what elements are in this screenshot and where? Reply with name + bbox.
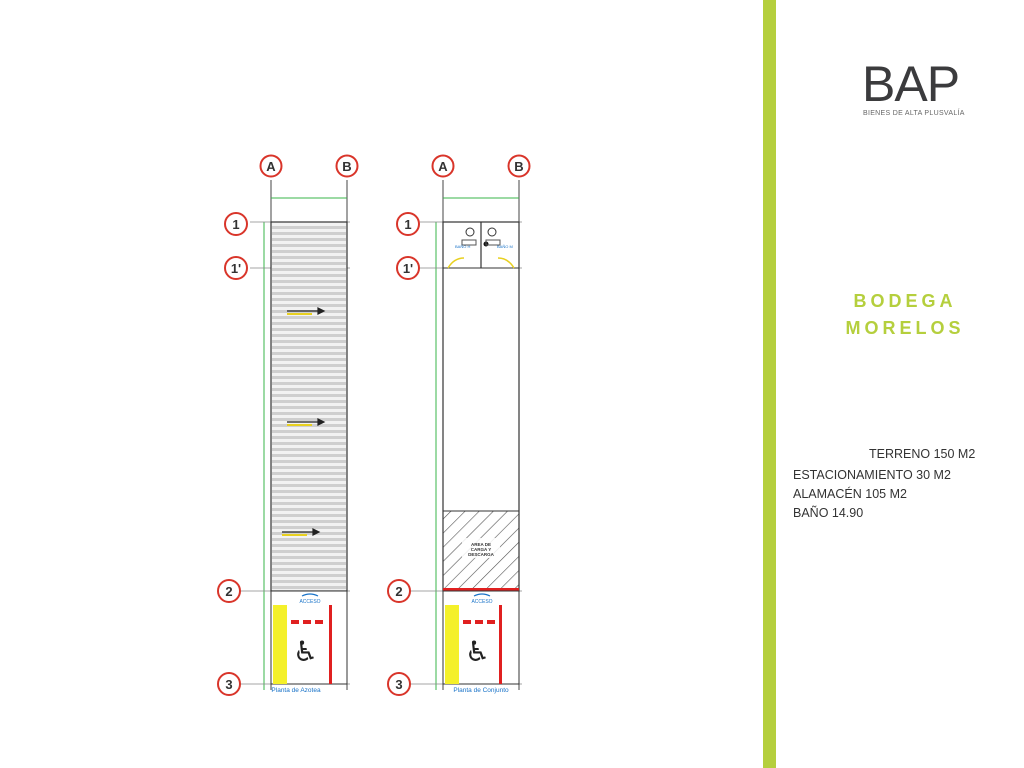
logo-tagline: BIENES DE ALTA PLUSVALÍA [863,110,965,117]
roof-stripe [272,316,346,319]
axis-marker-1-prime [397,257,419,279]
roof-stripe [272,442,346,445]
svg-text:B: B [514,159,524,174]
axis-marker-2 [218,580,240,602]
roof-stripe [272,304,346,307]
roof-stripe [272,412,346,415]
roof-stripe [272,394,346,397]
red-parking-line [499,605,502,684]
accent-divider-bar [763,0,776,768]
roof-stripe [272,286,346,289]
roof-stripe [272,268,346,271]
roof-stripe [272,436,346,439]
logo-wordmark: BAP [862,56,960,112]
plan-caption-site: Planta de Conjunto [453,687,509,694]
bathroom-label-men: BAÑO H [455,244,471,249]
roof-stripe [272,550,346,553]
roof-stripe [272,448,346,451]
roof-plan [240,180,350,694]
roof-stripe [272,484,346,487]
roof-stripe [272,370,346,373]
roof-stripe [272,358,346,361]
roof-stripe [272,586,346,589]
roof-stripe [272,388,346,391]
roof-stripe [272,526,346,529]
svg-text:3: 3 [395,677,403,692]
roof-stripe [272,568,346,571]
svg-text:3: 3 [225,677,233,692]
roof-stripe [272,490,346,493]
roof-stripe [272,556,346,559]
axis-marker-3 [218,673,240,695]
roof-stripe [272,250,346,253]
roof-stripe [272,400,346,403]
roof-stripe [272,280,346,283]
svg-text:2: 2 [225,584,233,599]
svg-text:A: A [438,159,448,174]
roof-stripe [272,520,346,523]
axis-marker-b [337,156,358,177]
roof-stripe [272,454,346,457]
roof-stripe [272,334,346,337]
roof-stripe [272,430,346,433]
roof-stripe [272,496,346,499]
spec-bano: BAÑO 14.90 [793,506,864,520]
roof-stripe [272,328,346,331]
title-line-1: BODEGA [853,291,957,311]
spec-almacen: ALAMACÉN 105 M2 [793,487,907,501]
property-title [830,288,980,342]
roof-stripe [272,508,346,511]
svg-text:2: 2 [395,584,403,599]
yellow-parking-strip [445,605,459,684]
roof-stripe [272,466,346,469]
axis-marker-2 [388,580,410,602]
roof-stripe [272,346,346,349]
axis-marker-a [261,156,282,177]
roof-stripe [272,514,346,517]
roof-stripe [272,418,346,421]
bap-logo [862,58,982,122]
wheelchair-icon: ♿ [293,635,319,668]
roof-stripe [272,352,346,355]
roof-stripe [272,340,346,343]
spec-estacionamiento: ESTACIONAMIENTO 30 M2 [793,468,951,482]
axis-marker-1 [225,213,247,235]
roof-stripe [272,406,346,409]
loading-area-label: AREA DE CARGA Y DESCARGA [468,542,494,557]
yellow-parking-strip [273,605,287,684]
svg-text:1: 1 [404,217,412,232]
roof-stripe [272,238,346,241]
roof-stripe [272,226,346,229]
svg-text:1: 1 [232,217,240,232]
roof-stripe [272,298,346,301]
svg-text:A: A [266,159,276,174]
roof-stripe [272,256,346,259]
svg-text:1': 1' [402,261,414,276]
roof-stripe [272,562,346,565]
roof-stripe [272,274,346,277]
plan-caption-roof: Planta de Azotea [271,687,321,694]
roof-stripe [272,502,346,505]
title-line-2: MORELOS [845,318,965,338]
svg-text:1': 1' [230,261,242,276]
roof-stripe [272,292,346,295]
axis-marker-b [509,156,530,177]
roof-stripe [272,322,346,325]
site-plan [410,180,522,694]
bathroom-label-women: BAÑO M [497,244,513,249]
axis-marker-3 [388,673,410,695]
axis-marker-a [433,156,454,177]
access-label: ACCESO [471,599,493,605]
svg-text:B: B [342,159,352,174]
axis-marker-1-prime [225,257,247,279]
roof-stripe [272,544,346,547]
roof-stripe [272,376,346,379]
roof-stripe [272,580,346,583]
roof-stripe [272,460,346,463]
spec-terreno: TERRENO 150 M2 [869,447,976,461]
roof-stripe [272,472,346,475]
axis-marker-1 [397,213,419,235]
roof-stripe [272,262,346,265]
roof-stripe [272,232,346,235]
roof-stripe [272,574,346,577]
roof-stripe [272,382,346,385]
roof-stripe [272,478,346,481]
roof-stripe [272,364,346,367]
roof-stripe [272,538,346,541]
access-label: ACCESO [299,599,321,605]
roof-stripe [272,244,346,247]
red-parking-line [329,605,332,684]
wheelchair-icon: ♿ [465,635,491,668]
